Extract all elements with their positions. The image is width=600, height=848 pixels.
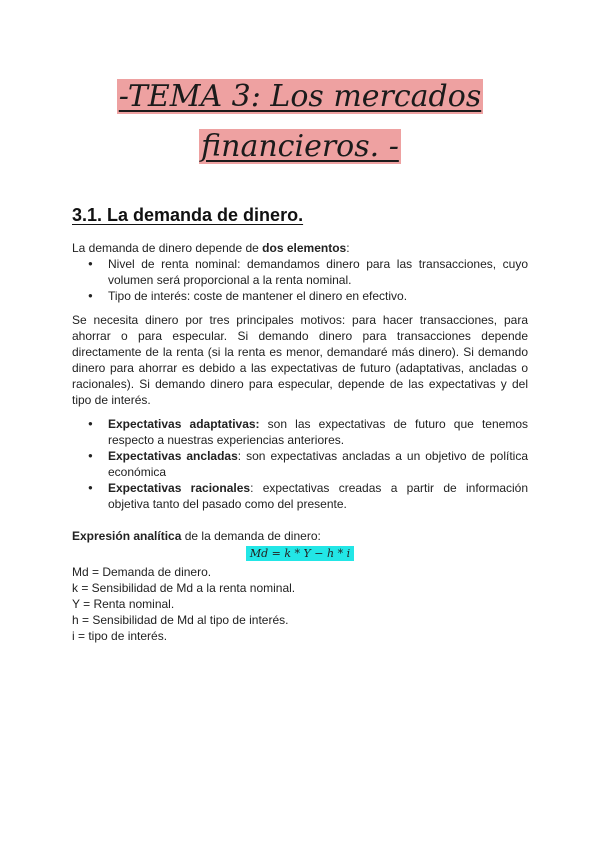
list-item — [72, 448, 528, 480]
elements-list — [72, 256, 528, 304]
expression-rest: de la demanda de dinero: — [181, 529, 321, 543]
document-title-block — [0, 72, 600, 172]
expectation-desc: son las expectativas de futuro que tenemos respecto a nuestras experiencias anteriores. — [108, 417, 528, 447]
definition-line: Y = Renta nominal. — [72, 597, 175, 611]
section-heading: 3.1. La demanda de dinero. — [72, 205, 304, 225]
definition-line: k = Sensibilidad de Md a la renta nominal. — [72, 581, 296, 595]
list-item: ● Tipo de interés: coste de mantener el dinero en efectivo. — [72, 288, 528, 304]
definition-line: i = tipo de interés. — [72, 629, 168, 643]
list-item — [72, 416, 528, 448]
expression-line — [72, 528, 528, 544]
definitions-list — [72, 564, 528, 644]
expectation-desc: : expectativas creadas a partir de información objetiva tanto del pasado como del presente. — [108, 481, 529, 511]
expectation-term: Expectativas ancladas — [108, 449, 238, 463]
expectations-list — [72, 416, 528, 512]
list-item: ● Nivel de renta nominal: demandamos dinero para las transacciones, cuyo volumen será proporcional a la renta nominal. — [72, 256, 528, 288]
intro-suffix: : — [346, 241, 350, 255]
intro-bold: dos elementos — [262, 241, 347, 255]
definition-line: Md = Demanda de dinero. — [72, 565, 212, 579]
title-line-1: -TEMA 3: Los mercados — [118, 79, 482, 114]
definition-line: h = Sensibilidad de Md al tipo de interés. — [72, 613, 289, 627]
formula-row — [72, 545, 528, 561]
document-title — [117, 79, 483, 164]
expectation-desc: : son expectativas ancladas a un objetivo de política económica — [108, 449, 528, 479]
motives-paragraph: Se necesita dinero por tres principales motivos: para hacer transacciones, para ahorrar o para especular. Si demando dinero para transacciones depende directamente de la renta (si la renta es menor, demandaré más dinero). Si demando dinero para ahorrar es debido a las expectativas de futuro (adaptativas, ancladas o racionales). Si demando dinero para especular, depende de las expectativas y del tipo de interés. — [72, 313, 528, 407]
document-body — [72, 240, 528, 644]
expression-bold: Expresión analítica — [72, 529, 182, 543]
list-item — [72, 480, 528, 512]
intro-prefix: La demanda de dinero depende de — [72, 241, 263, 255]
expectation-term: Expectativas adaptativas: — [108, 417, 260, 431]
intro-paragraph — [72, 240, 528, 256]
title-line-2: financieros. - — [201, 129, 399, 164]
expectation-term: Expectativas racionales — [108, 481, 251, 495]
money-demand-formula: Md = k * Y − h * i — [246, 546, 354, 561]
